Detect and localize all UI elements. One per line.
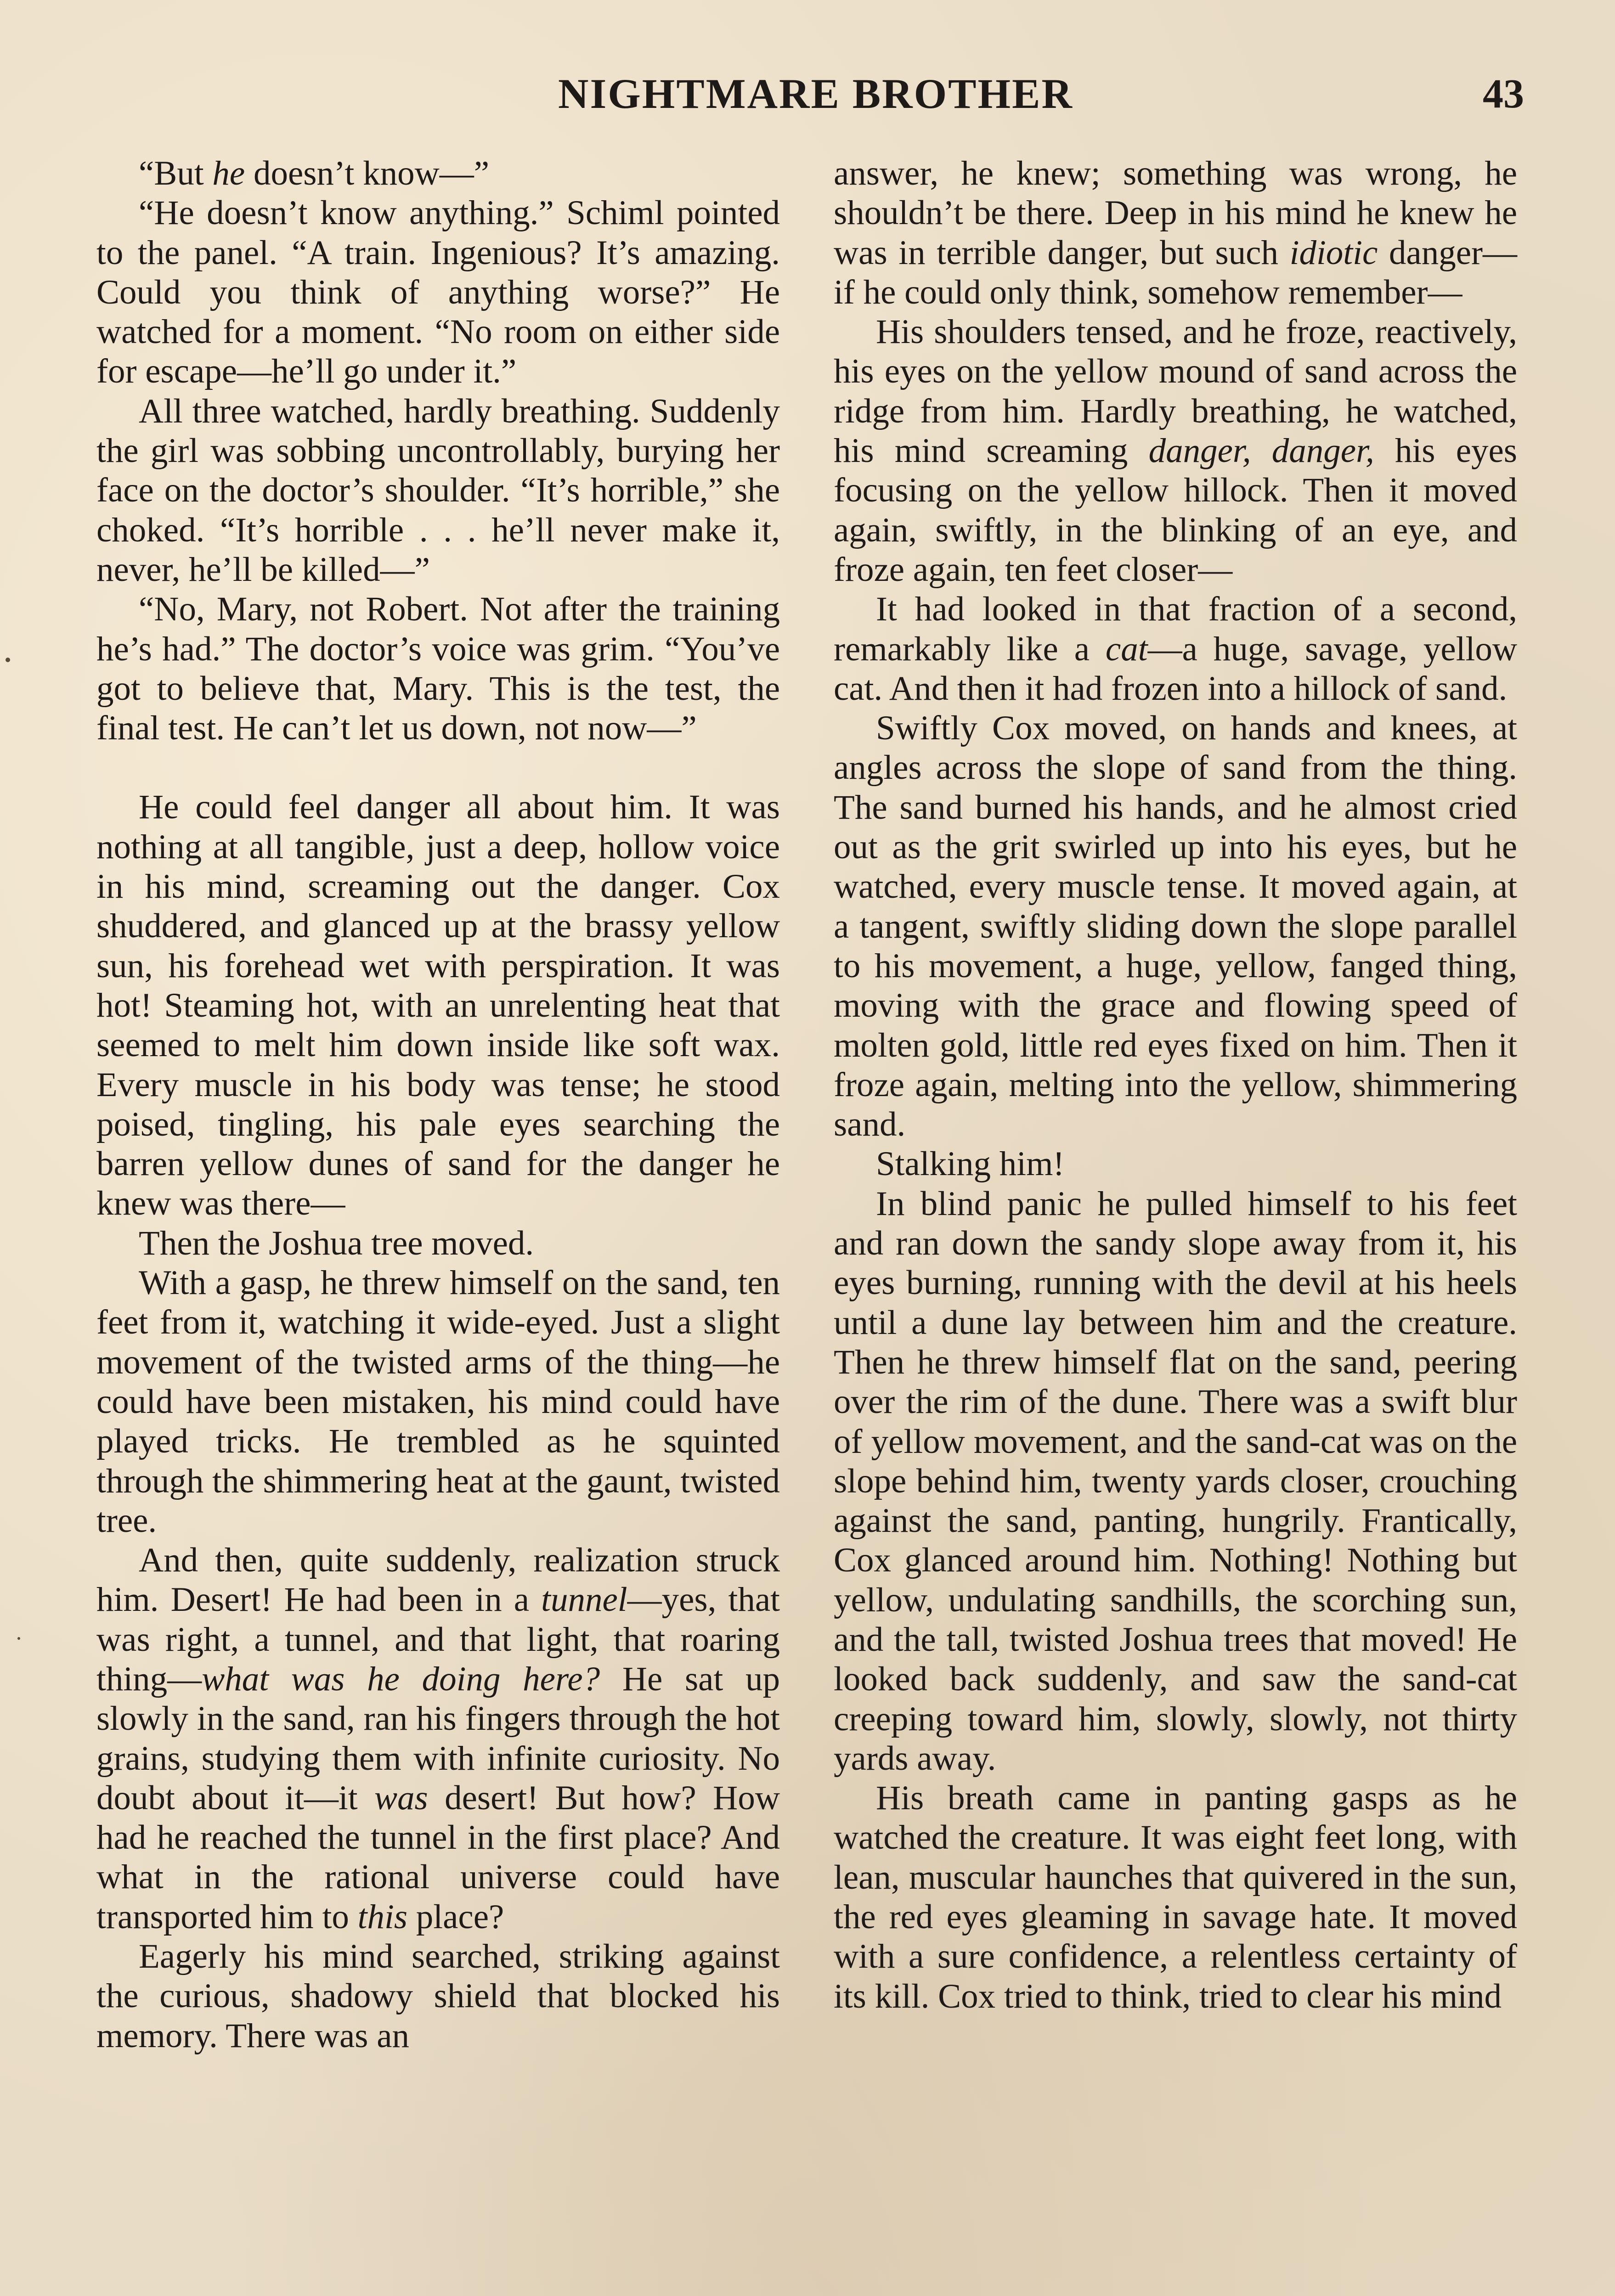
paragraph (834, 590, 1517, 709)
text-run: And then, quite suddenly, realization struck him. Desert! He had been in a (96, 1541, 780, 1619)
paragraph (96, 1937, 780, 2056)
italic-text: he (212, 154, 245, 192)
paper-speck (6, 658, 10, 662)
italic-text: idiotic (1289, 233, 1378, 272)
page-number: 43 (1483, 71, 1524, 117)
text-run: “But (139, 154, 213, 192)
paragraph (96, 1541, 780, 1937)
paragraph (834, 1778, 1517, 2016)
text-run: “No, Mary, not Robert. Not after the training he’s had.” The doctor’s voice was grim. “You’ve got to believe that, Mary. This is the test, the final test. He can’t let us down, not now—” (96, 590, 780, 748)
text-run: —yes, that was right, a tunnel, and that light, that roaring thing— (96, 1581, 780, 1698)
italic-text: this (357, 1897, 408, 1936)
text-run: He could feel danger all about him. It was nothing at all tangible, just a deep, hollow voice in his mind, screaming out the danger. Cox shuddered, and glanced up at the brassy yellow sun, his forehead wet with perspiration. It was hot! Steaming hot, with an unrelenting heat that seemed to melt him down inside like soft wax. Every muscle in his body was tense; he stood poised, tingling, his pale eyes searching the barren yellow dunes of sand for the danger he knew was there— (96, 788, 780, 1223)
text-run: his eyes focusing on the yellow hillock. Then it moved again, swiftly, in the blinking of an eye, and froze again, ten feet closer— (834, 432, 1517, 589)
paragraph (96, 1263, 780, 1541)
paragraph (96, 788, 780, 1223)
italic-text: tunnel (541, 1581, 627, 1619)
text-run: place? (407, 1897, 504, 1936)
right-text-column (834, 154, 1517, 2016)
text-run: Swiftly Cox moved, on hands and knees, at angles across the slope of sand from the thing. The sand burned his hands, and he almost cried out as the grit swirled up into his eyes, but he watched, every muscle tense. It moved again, at a tangent, swiftly sliding down the slope parallel to his movement, a huge, yellow, fanged thing, moving with the grace and flowing speed of molten gold, little red eyes fixed on him. Then it froze again, melting into the yellow, shimmering sand. (834, 709, 1517, 1144)
paragraph (834, 709, 1517, 1144)
italic-text: was (374, 1778, 428, 1817)
text-run: Stalking him! (876, 1145, 1065, 1183)
paragraph (96, 1224, 780, 1263)
italic-text: what was he doing here? (202, 1660, 600, 1698)
text-run: danger—if he could only think, somehow remember— (834, 233, 1517, 311)
section-break (96, 748, 780, 788)
text-run: —a huge, savage, yellow cat. And then it had frozen into a hillock of sand. (834, 630, 1517, 708)
left-text-column (96, 154, 780, 2056)
text-run: doesn’t know—” (245, 154, 490, 192)
paper-speck (17, 1637, 20, 1640)
text-run: His shoulders tensed, and he froze, reactively, his eyes on the yellow mound of sand across the ridge from him. Hardly breathing, he watched, his mind screaming (834, 313, 1517, 470)
paragraph (96, 193, 780, 391)
text-run: In blind panic he pulled himself to his feet and ran down the sandy slope away from it, his eyes burning, running with the devil at his heels until a dune lay between him and the creature. Then he threw himself flat on the sand, peering over the rim of the dune. There was a swift blur of yellow movement, and the sand-cat was on the slope behind him, twenty yards closer, crouching against the sand, panting, hungrily. Frantically, Cox glanced around him. Nothing! Nothing but yellow, undulating sandhills, the scorching sun, and the tall, twisted Joshua trees that moved! He looked back suddenly, and saw the sand-cat creeping toward him, slowly, slowly, not thirty yards away. (834, 1184, 1517, 1778)
text-run: answer, he knew; something was wrong, he shouldn’t be there. Deep in his mind he knew he was in terrible danger, but such (834, 154, 1517, 272)
text-run: desert! But how? How had he reached the tunnel in the first place? And what in the rational universe could have transported him to (96, 1778, 780, 1936)
text-run: “He doesn’t know anything.” Schiml pointed to the panel. “A train. Ingenious? It’s amazing. Could you think of anything worse?” He watched for a moment. “No room on either side for escape—he’ll go under it.” (96, 194, 780, 391)
text-run: Then the Joshua tree moved. (139, 1224, 534, 1262)
text-run: Eagerly his mind searched, striking against the curious, shadowy shield that blocked his memory. There was an (96, 1937, 780, 2055)
text-run: It had looked in that fraction of a second, remarkably like a (834, 590, 1517, 668)
text-run: With a gasp, he threw himself on the sand, ten feet from it, watching it wide-eyed. Just a slight movement of the twisted arms of the thing—he could have been mistaken, his mind could have played tricks. He trembled as he squinted through the shimmering heat at the gaunt, twisted tree. (96, 1264, 780, 1540)
text-run: His breath came in panting gasps as he watched the creature. It was eight feet long, with lean, muscular haunches that quivered in the sun, the red eyes gleaming in savage hate. It moved with a sure confidence, a relentless certainty of its kill. Cox tried to think, tried to clear his mind (834, 1779, 1517, 2015)
italic-text: danger, danger, (1148, 432, 1374, 470)
paragraph (834, 312, 1517, 590)
paragraph (96, 392, 780, 590)
paragraph (96, 590, 780, 748)
paragraph (96, 154, 780, 193)
text-run: He sat up slowly in the sand, ran his fingers through the hot grains, studying them with infinite curiosity. No doubt about it—it (96, 1660, 780, 1817)
paragraph (834, 1144, 1517, 1184)
running-header-title: NIGHTMARE BROTHER (558, 70, 1073, 117)
text-run: All three watched, hardly breathing. Suddenly the girl was sobbing uncontrollably, burying her face on the doctor’s shoulder. “It’s horrible,” she choked. “It’s horrible . . . he’ll never make it, never, he’ll be killed—” (96, 392, 780, 589)
italic-text: cat (1105, 630, 1148, 668)
paragraph (834, 1184, 1517, 1778)
paragraph (834, 154, 1517, 312)
